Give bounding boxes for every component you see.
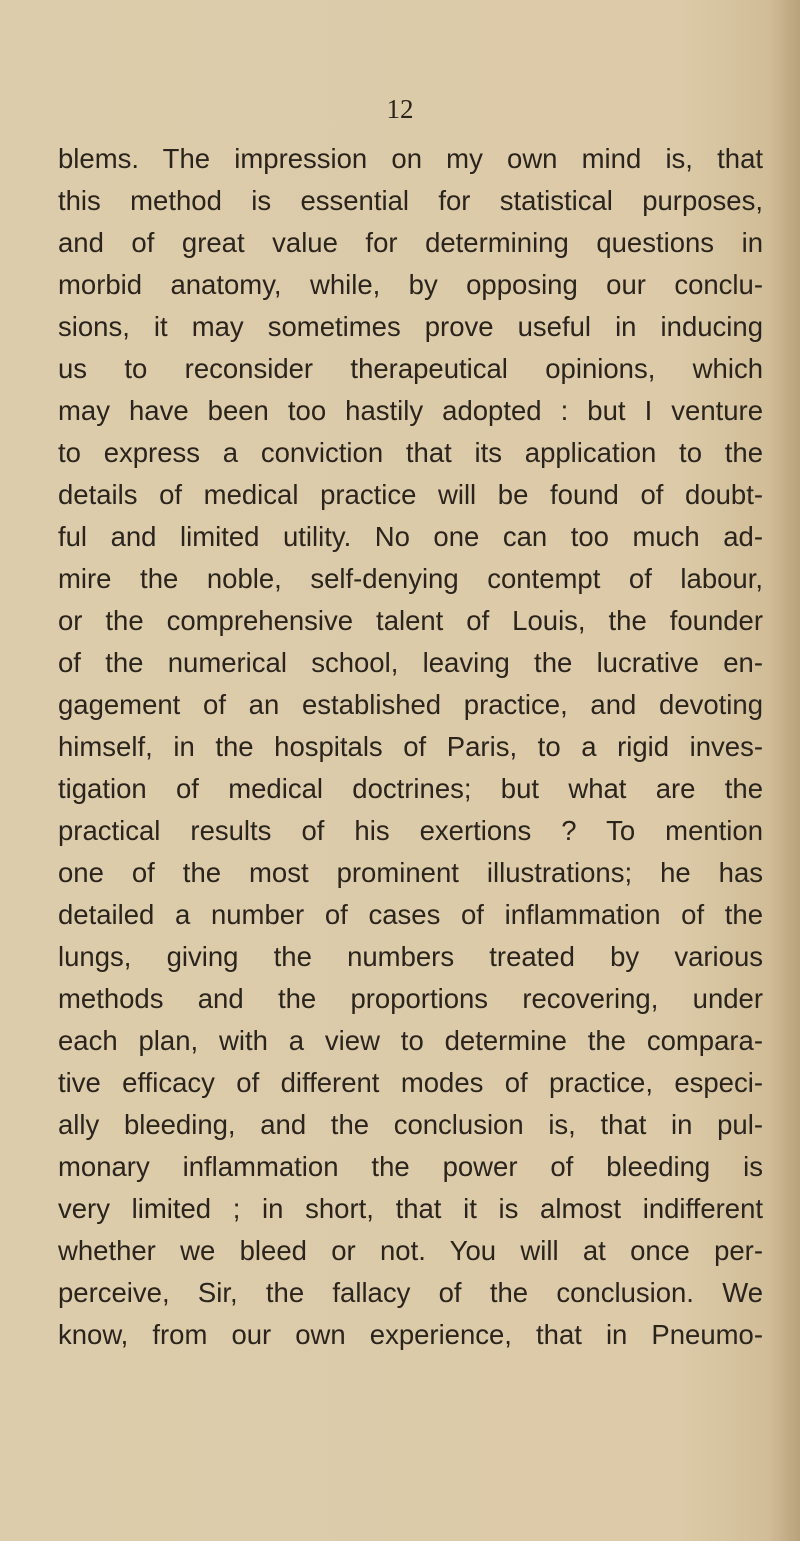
text-line: this method is essential for statistical purposes, [58,185,763,216]
text-line: tigation of medical doctrines; but what are the [58,773,763,804]
text-line: or the comprehensive talent of Louis, the founder [58,605,763,636]
text-line: himself, in the hospitals of Paris, to a rigid inves- [58,731,763,762]
text-line: perceive, Sir, the fallacy of the conclusion. We [58,1277,763,1308]
text-line: sions, it may sometimes prove useful in inducing [58,311,763,342]
text-line: ful and limited utility. No one can too much ad- [58,521,763,552]
text-line: lungs, giving the numbers treated by various [58,941,763,972]
text-line: each plan, with a view to determine the compara- [58,1025,763,1056]
text-line: very limited ; in short, that it is almost indifferent [58,1193,763,1224]
text-line: details of medical practice will be found of doubt- [58,479,763,510]
text-line: whether we bleed or not. You will at once per- [58,1235,763,1266]
text-line: and of great value for determining questions in [58,227,763,258]
text-line: know, from our own experience, that in Pneumo- [58,1319,763,1350]
text-line: monary inflammation the power of bleeding is [58,1151,763,1182]
text-line: of the numerical school, leaving the lucrative en- [58,647,763,678]
text-line: ally bleeding, and the conclusion is, that in pul- [58,1109,763,1140]
text-line: us to reconsider therapeutical opinions, which [58,353,763,384]
text-line: to express a conviction that its application to the [58,437,763,468]
text-line: mire the noble, self-denying contempt of labour, [58,563,763,594]
text-line: morbid anatomy, while, by opposing our conclu- [58,269,763,300]
text-line: tive efficacy of different modes of practice, especi- [58,1067,763,1098]
text-line: may have been too hastily adopted : but I venture [58,395,763,426]
text-line: methods and the proportions recovering, under [58,983,763,1014]
text-line: gagement of an established practice, and devoting [58,689,763,720]
text-line: detailed a number of cases of inflammation of the [58,899,763,930]
body-text [0,138,800,1518]
text-line: one of the most prominent illustrations; he has [58,857,763,888]
page-number: 12 [386,94,414,124]
text-line: blems. The impression on my own mind is, that [58,143,763,174]
text-line: practical results of his exertions ? To mention [58,815,763,846]
